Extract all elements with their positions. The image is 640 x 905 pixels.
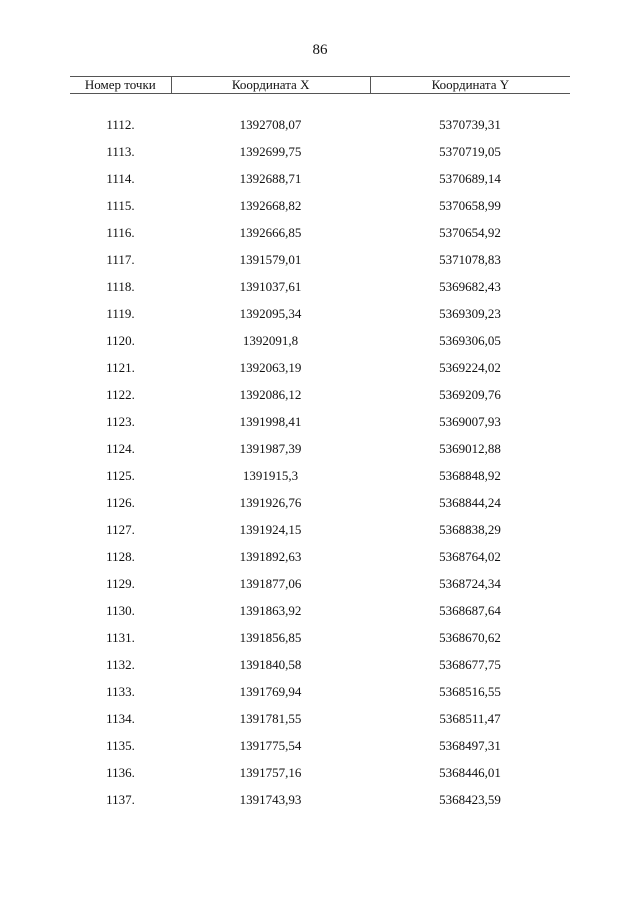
table-row [70, 759, 570, 786]
table-body [70, 111, 570, 813]
coordinate-x-cell: 1392666,85 [239, 224, 302, 240]
table-row [70, 462, 570, 489]
coordinate-x-cell: 1391856,85 [239, 629, 302, 645]
coordinate-x-cell: 1391987,39 [239, 440, 302, 456]
coordinate-x-cell: 1391579,01 [239, 251, 302, 267]
point-number-cell: 1116. [106, 224, 135, 240]
coordinate-y-cell: 5370654,92 [439, 224, 501, 240]
point-number-cell: 1112. [106, 116, 135, 132]
coordinate-y-cell: 5368844,24 [439, 494, 501, 510]
coordinate-y-cell: 5368838,29 [439, 521, 501, 537]
point-number-cell: 1127. [106, 521, 135, 537]
table-row [70, 381, 570, 408]
point-number-cell: 1135. [106, 737, 135, 753]
table-row [70, 489, 570, 516]
coordinate-x-cell: 1391757,16 [239, 764, 302, 780]
coordinate-x-cell: 1391924,15 [239, 521, 302, 537]
point-number-cell: 1136. [106, 764, 135, 780]
point-number-cell: 1115. [106, 197, 135, 213]
coordinate-y-cell: 5369682,43 [439, 278, 501, 294]
coordinate-y-cell: 5369309,23 [439, 305, 501, 321]
table-row [70, 165, 570, 192]
point-number-cell: 1134. [106, 710, 135, 726]
header-coordinate-x: Координата X [171, 77, 370, 93]
coordinate-y-cell: 5369306,05 [439, 332, 501, 348]
coordinate-x-cell: 1391926,76 [239, 494, 302, 510]
coordinate-y-cell: 5368687,64 [439, 602, 501, 618]
coordinate-x-cell: 1392708,07 [239, 116, 302, 132]
coordinate-x-cell: 1391840,58 [239, 656, 302, 672]
coordinate-y-cell: 5370719,05 [439, 143, 501, 159]
coordinate-x-cell: 1392699,75 [239, 143, 302, 159]
point-number-cell: 1132. [106, 656, 135, 672]
coordinate-y-cell: 5369209,76 [439, 386, 501, 402]
point-number-cell: 1125. [106, 467, 135, 483]
point-number-cell: 1128. [106, 548, 135, 564]
table-row [70, 543, 570, 570]
point-number-cell: 1131. [106, 629, 135, 645]
coordinate-x-cell: 1392688,71 [239, 170, 302, 186]
coordinate-y-cell: 5370658,99 [439, 197, 501, 213]
coordinate-y-cell: 5368724,34 [439, 575, 501, 591]
page-number: 86 [312, 42, 328, 58]
table-row [70, 300, 570, 327]
table-row [70, 219, 570, 246]
coordinate-x-cell: 1391781,55 [239, 710, 302, 726]
coordinate-y-cell: 5368446,01 [439, 764, 501, 780]
point-number-cell: 1114. [106, 170, 135, 186]
table-row [70, 354, 570, 381]
point-number-cell: 1119. [106, 305, 135, 321]
point-number-cell: 1120. [106, 332, 135, 348]
coordinates-table [70, 76, 570, 813]
coordinate-y-cell: 5369224,02 [439, 359, 501, 375]
coordinate-y-cell: 5370739,31 [439, 116, 501, 132]
table-row [70, 570, 570, 597]
table-row [70, 138, 570, 165]
coordinate-x-cell: 1391775,54 [239, 737, 302, 753]
coordinate-x-cell: 1391998,41 [239, 413, 302, 429]
coordinate-y-cell: 5368848,92 [439, 467, 501, 483]
coordinate-x-cell: 1391769,94 [239, 683, 302, 699]
header-point-number: Номер точки [84, 77, 156, 92]
table-row [70, 651, 570, 678]
point-number-cell: 1133. [106, 683, 135, 699]
point-number-cell: 1118. [106, 278, 135, 294]
table-row [70, 408, 570, 435]
point-number-cell: 1121. [106, 359, 135, 375]
table-row [70, 327, 570, 354]
table-row [70, 732, 570, 759]
point-number-cell: 1129. [106, 575, 135, 591]
coordinate-x-cell: 1392095,34 [239, 305, 302, 321]
table-row [70, 273, 570, 300]
table-row [70, 678, 570, 705]
point-number-cell: 1137. [106, 791, 135, 807]
point-number-cell: 1113. [106, 143, 135, 159]
coordinate-y-cell: 5369012,88 [439, 440, 501, 456]
coordinate-y-cell: 5368497,31 [439, 737, 501, 753]
coordinate-x-cell: 1391863,92 [239, 602, 302, 618]
point-number-cell: 1117. [106, 251, 135, 267]
coordinate-x-cell: 1392668,82 [239, 197, 302, 213]
table-row [70, 192, 570, 219]
point-number-cell: 1124. [106, 440, 135, 456]
coordinate-y-cell: 5368764,02 [439, 548, 501, 564]
point-number-cell: 1123. [106, 413, 135, 429]
coordinate-x-cell: 1391037,61 [239, 278, 302, 294]
table-row [70, 516, 570, 543]
coordinate-y-cell: 5370689,14 [439, 170, 501, 186]
coordinate-y-cell: 5369007,93 [439, 413, 501, 429]
table-row [70, 705, 570, 732]
coordinate-y-cell: 5368511,47 [439, 710, 501, 726]
coordinate-x-cell: 1392063,19 [239, 359, 302, 375]
coordinate-x-cell: 1391892,63 [239, 548, 302, 564]
coordinate-y-cell: 5368677,75 [439, 656, 501, 672]
coordinate-x-cell: 1392091,8 [242, 332, 299, 348]
header-coordinate-y: Координата Y [370, 77, 570, 93]
coordinate-y-cell: 5368670,62 [439, 629, 501, 645]
point-number-cell: 1126. [106, 494, 135, 510]
table-row [70, 111, 570, 138]
table-row [70, 246, 570, 273]
point-number-cell: 1130. [106, 602, 135, 618]
coordinate-x-cell: 1391915,3 [242, 467, 299, 483]
coordinate-x-cell: 1391877,06 [239, 575, 302, 591]
table-row [70, 624, 570, 651]
point-number-cell: 1122. [106, 386, 135, 402]
table-row [70, 597, 570, 624]
table-header [70, 76, 570, 94]
coordinate-y-cell: 5371078,83 [439, 251, 501, 267]
coordinate-x-cell: 1391743,93 [239, 791, 302, 807]
table-row [70, 435, 570, 462]
coordinate-y-cell: 5368516,55 [439, 683, 501, 699]
coordinate-y-cell: 5368423,59 [439, 791, 501, 807]
coordinate-x-cell: 1392086,12 [239, 386, 302, 402]
table-row [70, 786, 570, 813]
